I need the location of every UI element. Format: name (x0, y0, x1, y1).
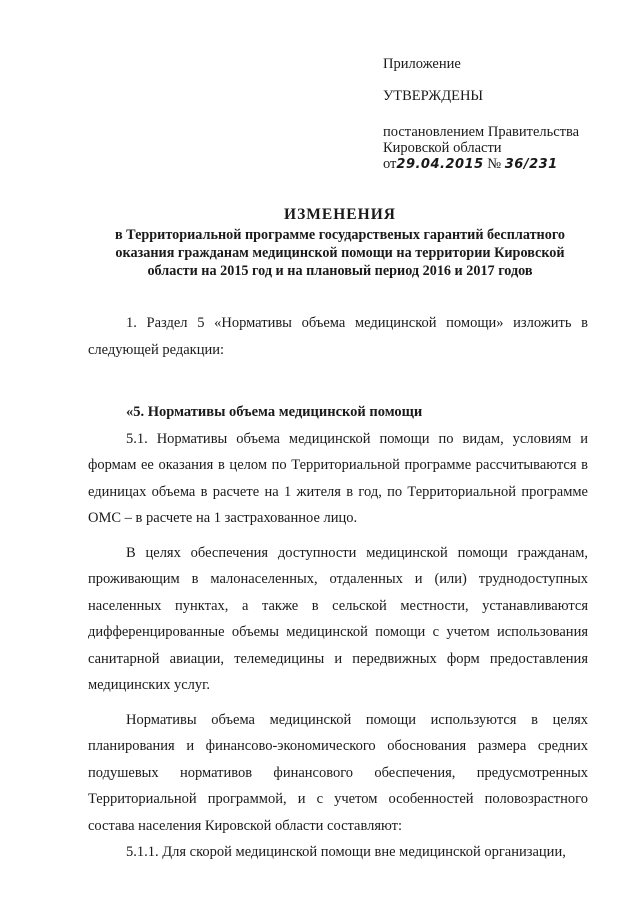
paragraph-norms: Нормативы объема медицинской помощи используются в целях планирования и финансово-экономического обоснования размера средних подушевых нормативов финансового обеспечения, предусмотренных Территориальной программой, и с учетом особенностей половозрастного состава населения Кировской области составляют: (88, 711, 588, 834)
approved-label: УТВЕРЖДЕНЫ (383, 88, 484, 104)
subtitle-line: области на 2015 год и на плановый период 2016 и 2017 годов (147, 263, 533, 279)
handwritten-number: 36/231 (504, 157, 558, 172)
date-prefix: от (383, 156, 397, 172)
decree-line-2: Кировской области (383, 140, 502, 156)
subtitle-line: оказания гражданам медицинской помощи на территории Кировской (115, 245, 565, 261)
handwritten-date: 29.04.2015 (396, 157, 484, 172)
document-title: ИЗМЕНЕНИЯ (284, 206, 396, 223)
paragraph-access: В целях обеспечения доступности медицинской помощи гражданам, проживающим в малонаселенных, отдаленных и (или) труднодоступных населенных пунктах, а также в сельской местности, устанавливаются дифференцированные объемы медицинской помощи с учетом использования санитарной авиации, телемедицины и передвижных форм предоставления медицинских услуг. (88, 544, 588, 693)
document-subtitle (70, 226, 610, 280)
document-body (88, 310, 588, 866)
approval-block (383, 56, 623, 173)
decree-date-line (383, 156, 623, 173)
subtitle-line: в Территориальной программе государственых гарантий бесплатного (114, 227, 566, 243)
paragraph-5-1: 5.1. Нормативы объема медицинской помощи по видам, условиям и формам ее оказания в целом по Территориальной программе рассчитываются в единицах объема в расчете на 1 жителя в год, по Территориальной программе ОМС – в расчете на 1 застрахованное лицо. (88, 430, 588, 526)
decree-line-1: постановлением Правительства (383, 124, 580, 140)
paragraph-1: 1. Раздел 5 «Нормативы объема медицинской помощи» изложить в следующей редакции: (88, 315, 588, 358)
number-prefix: № (487, 156, 502, 172)
appendix-label: Приложение (383, 56, 461, 72)
section-heading: «5. Нормативы объема медицинской помощи (126, 404, 423, 420)
paragraph-5-1-1: 5.1.1. Для скорой медицинской помощи вне медицинской организации, (126, 844, 566, 860)
